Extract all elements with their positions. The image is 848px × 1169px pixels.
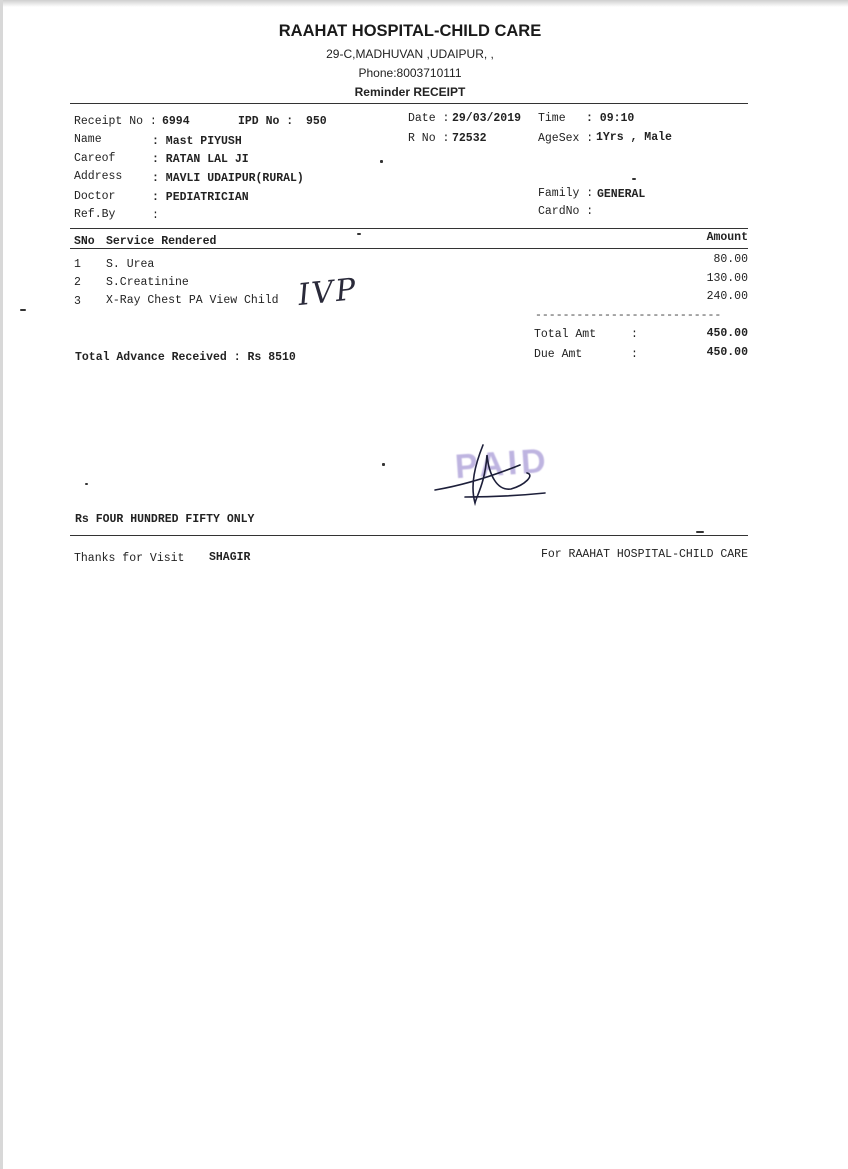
table-header-service: Service Rendered [106,235,217,248]
time-label: Time [538,112,566,125]
address-value: : MAVLI UDAIPUR(RURAL) [152,172,304,185]
table-row-2-sno: 2 [74,276,81,289]
total-amt-value: 450.00 [706,327,748,340]
receipt-no: 6994 [162,115,190,128]
hospital-name: RAAHAT HOSPITAL-CHILD CARE [278,22,542,40]
refby-value: : [152,209,159,222]
table-row-1-amount: 80.00 [713,253,748,266]
thanks-name: SHAGIR [209,551,251,564]
doctor-label: Doctor [74,190,116,203]
patient-name: : Mast PIYUSH [152,135,242,148]
scan-speck [357,233,361,235]
scan-left-edge [0,0,3,1169]
hospital-address: 29-C,MADHUVAN ,UDAIPUR, , [326,47,494,61]
cardno-label: CardNo : [538,205,594,218]
refby-label: Ref.By [74,208,116,221]
scan-speck [632,178,636,180]
table-row-1-sno: 1 [74,258,81,271]
scan-speck [696,531,704,533]
footer-rule [70,535,748,536]
paid-stamp: PAID [453,441,551,487]
due-amt-colon: : [631,348,638,361]
hospital-phone: Phone:8003710111 [358,66,462,80]
family-label: Family : [538,187,594,200]
table-row-3-amount: 240.00 [706,290,748,303]
total-amt-label: Total Amt [534,328,597,341]
ipd-no: 950 [306,115,327,128]
family-value: GENERAL [597,188,646,201]
for-hospital: For RAAHAT HOSPITAL-CHILD CARE [540,548,748,561]
ipd-label: IPD No : [238,115,294,128]
total-amt-colon: : [631,328,638,341]
table-row-3-sno: 3 [74,295,81,308]
name-label: Name [74,133,102,146]
agesex-label: AgeSex : [538,132,594,145]
totals-dashes: --------------------------- [535,309,722,322]
scan-speck [380,160,383,163]
table-header-amount: Amount [706,231,748,244]
table-top-rule [70,228,748,229]
table-header-rule [70,248,748,249]
signature-icon [425,435,565,515]
receipt-no-label: Receipt No : [74,115,157,128]
due-amt-value: 450.00 [706,346,748,359]
scan-speck [85,483,88,485]
date-value: 29/03/2019 [452,112,522,125]
table-row-3-service: X-Ray Chest PA View Child [106,294,279,307]
r-no-label: R No : [408,132,450,145]
scan-speck [20,309,26,311]
careof-label: Careof [74,152,116,165]
doctor-value: : PEDIATRICIAN [152,191,249,204]
due-amt-label: Due Amt [534,348,583,361]
agesex-value: 1Yrs , Male [596,131,672,144]
time-value: : 09:10 [586,112,635,125]
date-label: Date : [408,112,450,125]
scan-speck [382,463,385,466]
thanks-label: Thanks for Visit [74,552,185,565]
table-row-2-amount: 130.00 [706,272,748,285]
table-header-sno: SNo [74,235,95,248]
table-row-1-service: S. Urea [106,258,155,271]
careof-value: : RATAN LAL JI [152,153,249,166]
header-rule [70,103,748,104]
r-no-value: 72532 [452,132,487,145]
address-label: Address [74,170,123,183]
table-row-2-service: S.Creatinine [106,276,189,289]
total-advance: Total Advance Received : Rs 8510 [75,351,296,364]
handwritten-note: IVP [296,271,360,314]
scan-top-edge [0,0,848,7]
amount-in-words: Rs FOUR HUNDRED FIFTY ONLY [75,513,255,526]
receipt-type: Reminder RECEIPT [354,85,466,99]
